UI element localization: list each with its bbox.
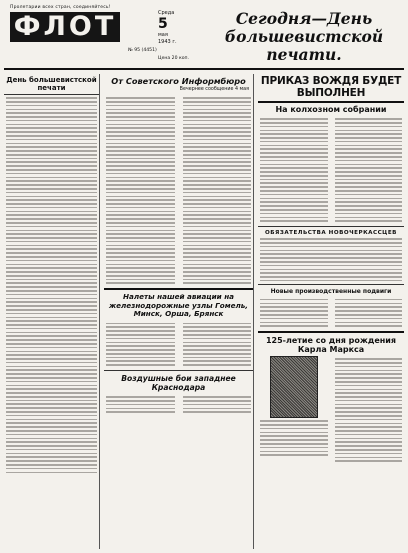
air-battles-body: [104, 392, 253, 415]
masthead: [4, 4, 404, 70]
air-battles-headline: Воздушные бои западнее Краснодара: [121, 374, 236, 393]
rail-raids-body: [104, 318, 253, 368]
column-middle: [104, 74, 254, 549]
issue-info: [128, 10, 198, 62]
farm-meeting-body: [258, 114, 404, 224]
column-right: [258, 74, 404, 549]
marx-anniversary-body: [258, 354, 404, 464]
sovinformburo-headline: От Советского Информбюро: [111, 76, 246, 86]
issue-weekday: Среда: [158, 10, 175, 16]
slogan: Пролетарии всех стран, соединяйтесь!: [10, 5, 111, 10]
order-headline: ПРИКАЗ ВОЖДЯ БУДЕТ ВЫПОЛНЕН: [260, 75, 402, 99]
editorial-headline: День большевистской: [6, 76, 97, 84]
bulletin-subtitle: Вечернее сообщение 4 мая: [179, 87, 249, 92]
newspaper-page: [4, 4, 404, 549]
production-feats-headline: Новые производственные подвиги: [270, 287, 392, 295]
column-left: [4, 74, 100, 549]
banner-headline: Сегодня—День большевистской печати.: [224, 9, 384, 64]
farm-meeting-headline: На колхозном собрании: [275, 105, 387, 114]
issue-price: Цена 20 коп.: [158, 56, 190, 61]
newspaper-logo: ФЛОТ: [10, 12, 120, 42]
issue-day: 5: [158, 16, 168, 32]
issue-month: мая: [158, 32, 168, 38]
editorial-body: [4, 97, 99, 473]
novocherkassk-body: [258, 238, 404, 281]
issue-year: 1943 г.: [158, 39, 177, 45]
bulletin-body: [104, 93, 253, 286]
novocherkassk-headline: ОБЯЗАТЕЛЬСТВА НОВОЧЕРКАССЦЕВ: [265, 230, 397, 237]
marx-anniversary-headline: 125-летие со дня рождения Карла Маркса: [265, 336, 397, 355]
marx-portrait: [270, 356, 318, 418]
production-feats-body: [258, 295, 404, 329]
editorial-headline-line2: печати: [37, 84, 66, 92]
rail-raids-headline: Налеты нашей авиации на железнодорожные узлы Гомель, Минск, Орша, Брянск: [108, 292, 248, 319]
issue-number: № 95 (4451): [128, 48, 157, 53]
